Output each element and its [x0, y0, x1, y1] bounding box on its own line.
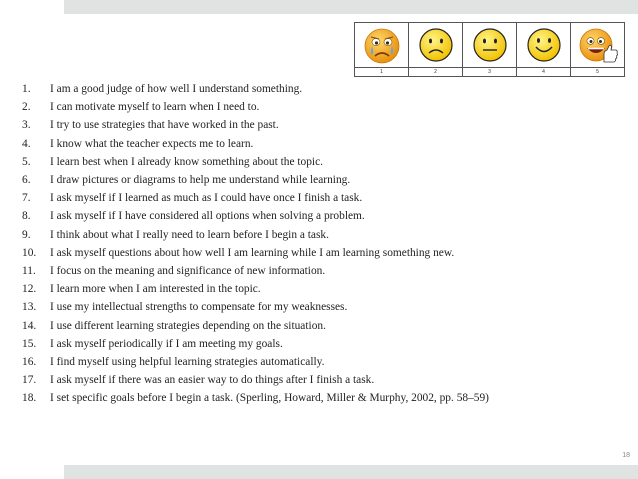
thumbs-up-face-icon [577, 24, 619, 66]
item-number: 1. [22, 83, 31, 95]
list-item [22, 244, 542, 262]
rating-cell-4 [517, 23, 571, 67]
list-item [22, 353, 542, 371]
item-number: 6. [22, 174, 31, 187]
rating-labels-row [355, 68, 624, 76]
bottom-decorative-bar [64, 465, 638, 479]
rating-label: 4 [517, 68, 571, 76]
item-text: I learn more when I am interested in the topic. [50, 283, 261, 296]
item-text: I use different learning strategies depending on the situation. [50, 319, 326, 332]
sad-face-icon [418, 27, 454, 63]
item-number: 17. [22, 374, 37, 387]
item-text: I set specific goals before I begin a task. (Sperling, Howard, Miller & Murphy, 2002, pp. 58–59) [50, 392, 489, 405]
item-text: I can motivate myself to learn when I need to. [50, 101, 260, 114]
list-item [22, 153, 542, 171]
list-item [22, 335, 542, 353]
rating-label: 2 [409, 68, 463, 76]
list-item [22, 389, 542, 407]
item-text: I find myself using helpful learning strategies automatically. [50, 356, 325, 369]
list-item [22, 80, 542, 98]
item-text: I try to use strategies that have worked in the past. [50, 119, 279, 132]
item-number: 2. [22, 101, 31, 114]
rating-cell-1 [355, 23, 409, 67]
item-number: 15. [22, 337, 37, 350]
list-item [22, 371, 542, 389]
item-number: 5. [22, 155, 31, 168]
crying-face-icon [362, 25, 402, 65]
item-text: I am a good judge of how well I understand something. [50, 83, 303, 95]
rating-faces-row [355, 23, 624, 68]
item-text: I use my intellectual strengths to compensate for my weaknesses. [50, 301, 348, 314]
item-number: 12. [22, 283, 37, 296]
rating-cell-3 [463, 23, 517, 67]
rating-cell-2 [409, 23, 463, 67]
item-number: 18. [22, 392, 37, 405]
item-text: I draw pictures or diagrams to help me understand while learning. [50, 174, 351, 187]
statement-list [22, 80, 542, 408]
neutral-face-icon [472, 27, 508, 63]
list-item [22, 262, 542, 280]
list-item [22, 135, 542, 153]
list-item [22, 98, 542, 116]
rating-label: 1 [355, 68, 409, 76]
item-number: 7. [22, 192, 31, 205]
item-number: 14. [22, 319, 37, 332]
rating-label: 5 [596, 69, 599, 76]
item-number: 3. [22, 119, 31, 132]
rating-cell-5 [571, 23, 624, 67]
top-decorative-bar [64, 0, 638, 14]
rating-label: 3 [463, 68, 517, 76]
item-number: 8. [22, 210, 31, 223]
page-number: 18 [622, 452, 630, 459]
happy-face-icon [526, 27, 562, 63]
list-item [22, 317, 542, 335]
list-item [22, 280, 542, 298]
list-item [22, 226, 542, 244]
item-number: 4. [22, 137, 31, 150]
item-text: I ask myself if I have considered all options when solving a problem. [50, 210, 365, 223]
item-number: 10. [22, 246, 37, 259]
item-text: I think about what I really need to learn before I begin a task. [50, 228, 329, 241]
item-number: 11. [22, 265, 36, 278]
list-item [22, 189, 542, 207]
list-item [22, 171, 542, 189]
item-number: 9. [22, 228, 31, 241]
item-number: 13. [22, 301, 37, 314]
item-text: I learn best when I already know something about the topic. [50, 155, 323, 168]
list-item [22, 207, 542, 225]
item-text: I know what the teacher expects me to learn. [50, 137, 254, 150]
item-text: I ask myself questions about how well I am learning while I am learning something new. [50, 246, 455, 259]
rating-scale [354, 22, 625, 77]
list-item [22, 116, 542, 134]
item-text: I ask myself if there was an easier way to do things after I finish a task. [50, 374, 375, 387]
item-number: 16. [22, 356, 37, 369]
item-text: I ask myself if I learned as much as I could have once I finish a task. [50, 192, 363, 205]
item-text: I focus on the meaning and significance of new information. [50, 265, 326, 278]
item-text: I ask myself periodically if I am meeting my goals. [50, 337, 283, 350]
list-item [22, 298, 542, 316]
